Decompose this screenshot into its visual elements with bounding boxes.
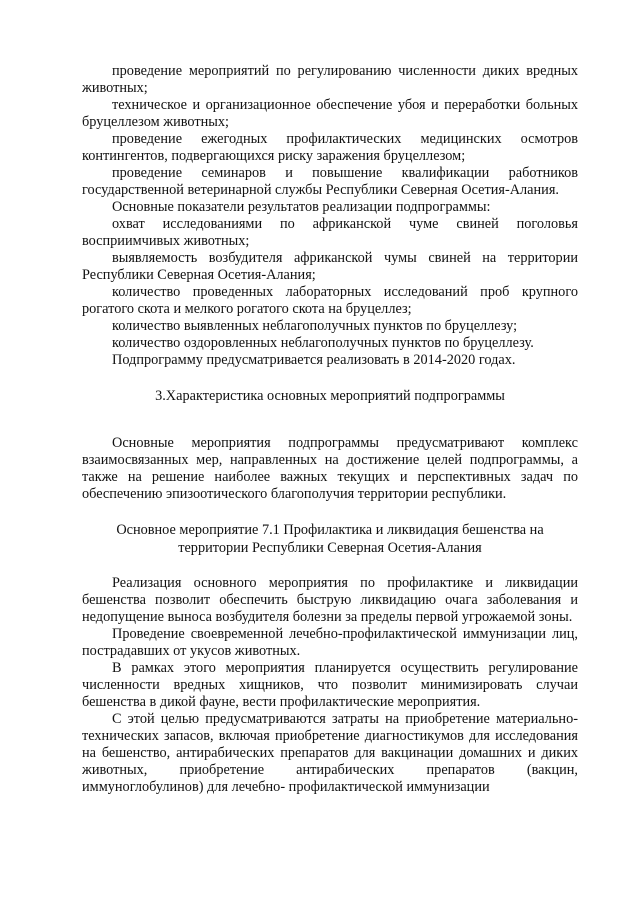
paragraph: техническое и организационное обеспечение убоя и переработки больных бруцеллезом животных;: [82, 97, 578, 130]
paragraph: проведение семинаров и повышение квалификации работников государственной ветеринарной службы Республики Северная Осетия-Алания.: [82, 165, 578, 198]
paragraph: проведение ежегодных профилактических медицинских осмотров контингентов, подвергающихся риску заражения бруцеллезом;: [82, 131, 578, 164]
measure-7-1-body: [82, 575, 578, 796]
paragraph: выявляемость возбудителя африканской чумы свиней на территории Республики Северная Осетия-Алания;: [82, 250, 578, 283]
paragraph: Основные показатели результатов реализации подпрограммы:: [112, 199, 491, 215]
paragraph: количество оздоровленных неблагополучных пунктов по бруцеллезу.: [112, 335, 534, 351]
paragraph: количество выявленных неблагополучных пунктов по бруцеллезу;: [112, 318, 518, 334]
paragraph: В рамках этого мероприятия планируется осуществить регулирование численности вредных хищников, что позволит минимизировать случаи бешенства в дикой фауне, вести профилактические мероприятия.: [82, 660, 578, 710]
paragraph: Проведение своевременной лечебно-профилактической иммунизации лиц, пострадавших от укусов животных.: [82, 626, 578, 659]
paragraph: Подпрограмму предусматривается реализовать в 2014-2020 годах.: [112, 352, 516, 368]
paragraph: охват исследованиями по африканской чуме свиней поголовья восприимчивых животных;: [82, 216, 578, 249]
measure-heading: Основное мероприятие 7.1 Профилактика и ликвидация бешенства на территории Республики Северная Осетия-Алания: [116, 522, 544, 556]
section-heading: 3.Характеристика основных мероприятий подпрограммы: [155, 388, 505, 404]
measures-list-section: [82, 63, 578, 369]
paragraph: количество проведенных лабораторных исследований проб крупного рогатого скота и мелкого рогатого скота на бруцеллез;: [82, 284, 578, 317]
paragraph: Основные мероприятия подпрограммы предусматривают комплекс взаимосвязанных мер, направленных на достижение целей подпрограммы, а также на решение наиболее важных текущих и перспективных задач по обеспечению эпизоотического благополучия территории республики.: [82, 435, 578, 502]
section-3-body: [82, 435, 578, 503]
paragraph: проведение мероприятий по регулированию численности диких вредных животных;: [82, 63, 578, 96]
paragraph: С этой целью предусматриваются затраты на приобретение материально-технических запасов, включая приобретение диагностикумов для исследования на бешенство, антирабических препаратов для вакцинации домашних и диких животных, приобретение антирабических препаратов (вакцин, иммуноглобулинов) для лечебно- профилактической иммунизации: [82, 711, 578, 795]
paragraph: Реализация основного мероприятия по профилактике и ликвидации бешенства позволит обеспечить быструю ликвидацию очага заболевания и недопущение выноса возбудителя болезни за пределы первой угрожаемой зоны.: [82, 575, 578, 625]
